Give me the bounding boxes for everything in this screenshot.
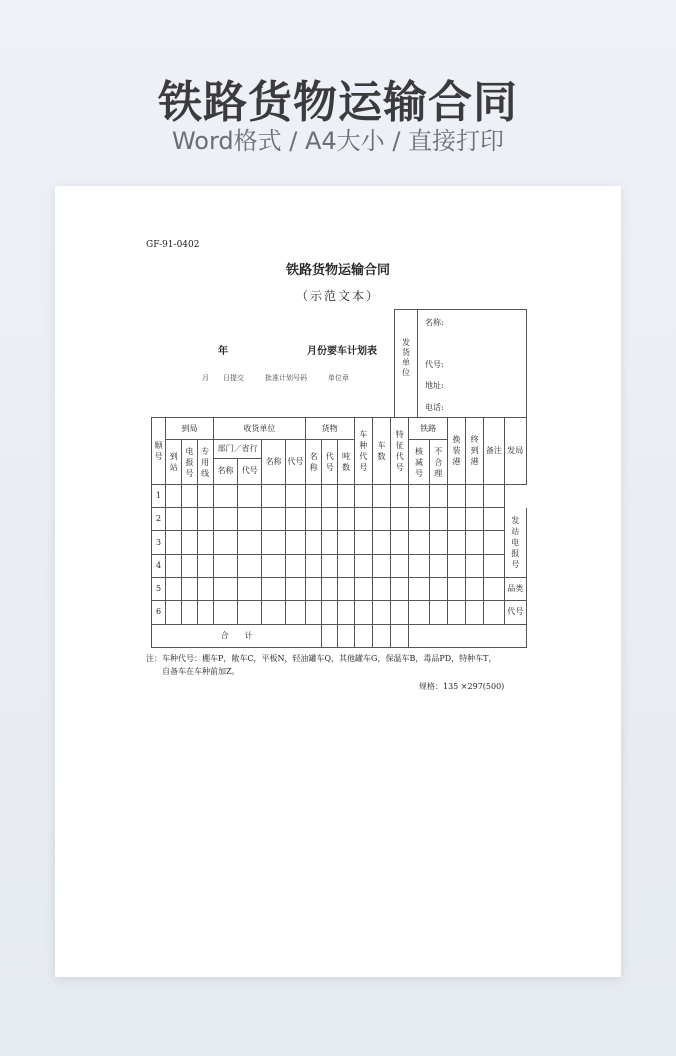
document-page <box>55 186 621 977</box>
header-special-code: 特 征 代 号 <box>391 418 409 485</box>
plan-title-year: 年 <box>218 346 228 357</box>
header-origin-bureau: 发局 <box>504 418 526 485</box>
hero-subtitle: Word格式 / A4大小 / 直接打印 <box>171 127 505 155</box>
header-consignee: 收货单位 <box>213 418 305 440</box>
header-consignee-name: 名称 <box>262 440 285 485</box>
sender-box <box>394 309 527 418</box>
header-siding: 专 用 线 <box>197 440 213 485</box>
row-number-3: 3 <box>152 531 166 554</box>
row-number-4: 4 <box>152 554 166 577</box>
header-arrive-station: 到 站 <box>166 440 182 485</box>
header-consignee-code: 代号 <box>285 440 305 485</box>
sender-code: 代号: <box>425 360 444 369</box>
sender-address: 地址: <box>425 381 444 390</box>
plan-title-month: 月份要车计划表 <box>307 346 377 357</box>
spec-line: 规格：135 ×297(500) <box>419 682 505 691</box>
side-origin-telegraph: 发 站 电 报 号 <box>504 508 526 578</box>
side-code: 代号 <box>504 601 526 624</box>
row-number-6: 6 <box>152 601 166 624</box>
row-number-5: 5 <box>152 578 166 601</box>
row-number-1: 1 <box>152 484 166 507</box>
header-goods: 货物 <box>305 418 354 440</box>
header-unreasonable: 不 合 理 <box>429 440 447 485</box>
plan-table <box>151 417 527 648</box>
sender-phone: 电话: <box>425 403 444 412</box>
header-transfer-port: 换 装 港 <box>447 418 465 485</box>
sender-name: 名称: <box>425 318 444 327</box>
form-code: GF-91-0402 <box>146 240 200 250</box>
header-car-count: 车 数 <box>372 418 390 485</box>
sender-label: 发 货 单 位 <box>402 338 410 377</box>
header-reduce-code: 核 减 号 <box>409 440 429 485</box>
header-terminal-port: 终 到 港 <box>466 418 484 485</box>
header-railway: 铁路 <box>409 418 448 440</box>
header-goods-name: 名 称 <box>305 440 321 485</box>
total-label: 合 计 <box>152 624 322 647</box>
hero-title: 铁路货物运输合同 <box>158 77 518 128</box>
header-arrival-bureau: 到局 <box>166 418 214 440</box>
header-tons: 吨 数 <box>338 440 354 485</box>
header-remark: 备注 <box>484 418 504 485</box>
note-line-2: 自备车在车种前加Z。 <box>162 667 240 676</box>
note-line-1: 注：车种代号：棚车P，敞车C，平板N，轻油罐车Q，其他罐车G，保温车B，毒品PD，特种车T， <box>146 654 497 663</box>
sender-divider <box>417 310 418 417</box>
header-dept: 部门／省行 <box>213 440 262 458</box>
document-title: 铁路货物运输合同 <box>285 263 390 278</box>
header-dept-name: 名称 <box>213 458 237 484</box>
header-telegraph: 电 报 号 <box>182 440 197 485</box>
document-subtitle: （示范文本） <box>295 289 380 303</box>
row-number-2: 2 <box>152 508 166 531</box>
header-car-type: 车 种 代 号 <box>354 418 372 485</box>
header-dept-code: 代号 <box>238 458 262 484</box>
side-category: 品类 <box>504 578 526 601</box>
header-seq: 顺 号 <box>152 418 166 485</box>
plan-fields: 月 日提交 批准计划号码 单位章 <box>202 374 349 382</box>
header-goods-code: 代 号 <box>322 440 338 485</box>
